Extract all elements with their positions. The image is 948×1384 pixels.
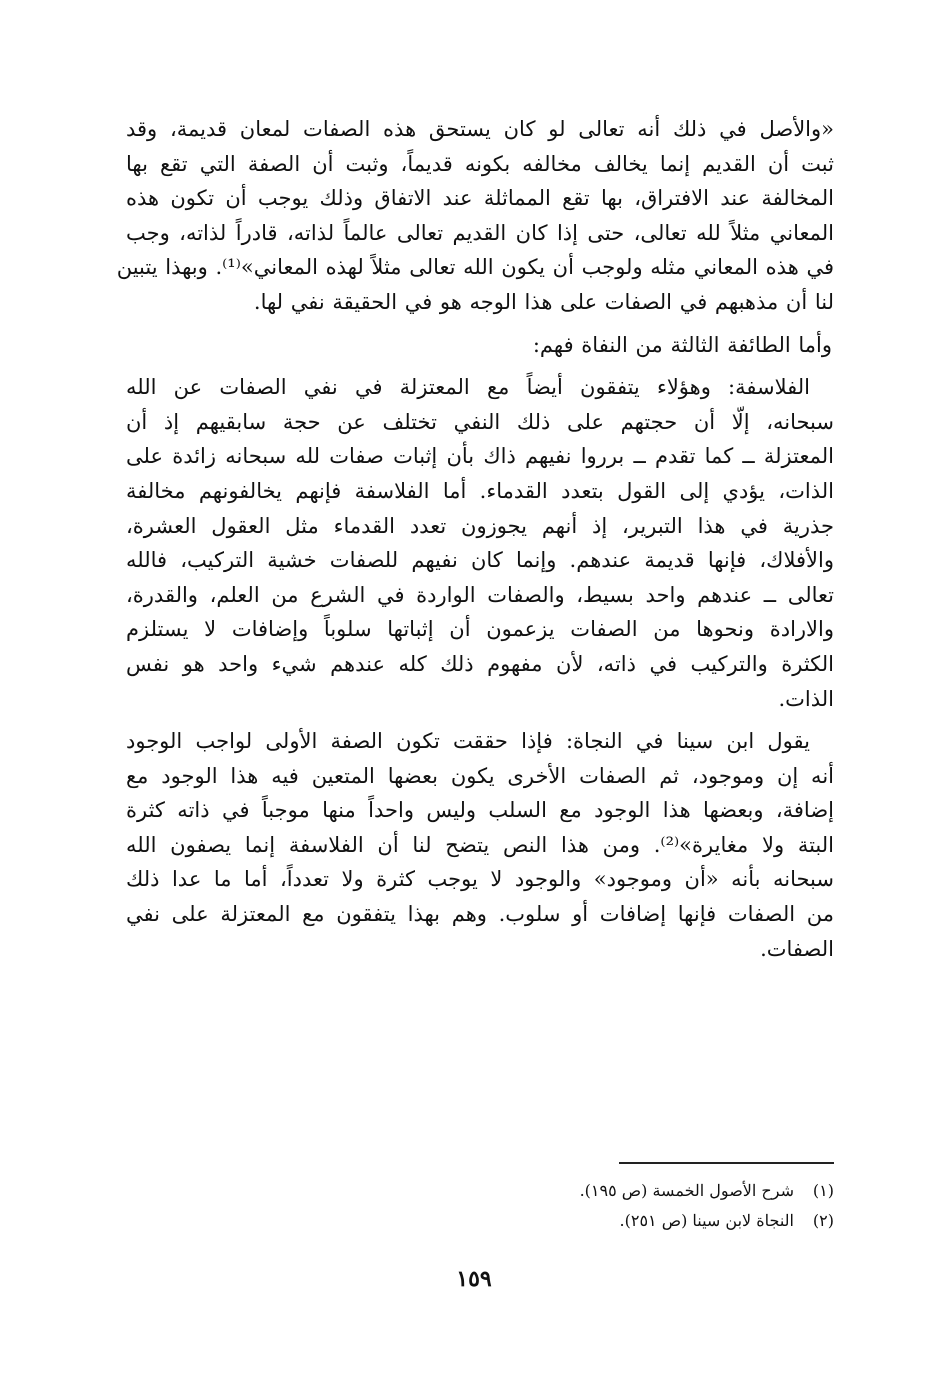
text-line: سبحانه بأنه «أن وموجود» والوجود لا يوجب كثرة ولا تعدداً، أما ما عدا ذلك: [126, 867, 834, 892]
text-line: إضافة، وبعضها هذا الوجود مع السلب وليس واحداً منها موجباً في ذاته كثرة: [126, 798, 834, 823]
text-line: المعتزلة ــ كما تقدم ــ برروا نفيهم ذاك بأن إثبات صفات لله سبحانه زائدة على: [126, 444, 834, 469]
text-line: لنا أن مذهبهم في الصفات على هذا الوجه هو في الحقيقة نفي لها.: [253, 289, 834, 314]
text-line: أنه إن وموجود، ثم الصفات الأخرى يكون بعضها المتعين فيه هذا الوجود مع: [126, 763, 834, 788]
footnote-number: (٢): [812, 1211, 834, 1230]
text-line: وأما الطائفة الثالثة من النفاة فهم:: [532, 332, 832, 357]
footnote-divider: [619, 1162, 834, 1164]
footnote-item: [434, 1176, 834, 1206]
text-line: سبحانه، إلّا أن حجتهم على ذلك النفي تختلف عن حجة سابقيهم إذ أن: [126, 409, 834, 434]
text-line: الكثرة والتركيب في ذاته، لأن مفهوم ذلك كله عندهم شيء واحد هو نفس: [126, 651, 834, 676]
text-line: الذات، يؤدي إلى القول بتعدد القدماء. أما الفلاسفة فإنهم يخالفونهم مخالفة: [126, 478, 834, 503]
section-heading: [126, 328, 834, 363]
footnotes: [434, 1176, 834, 1236]
page-body: [116, 112, 834, 966]
paragraph-1: [116, 112, 834, 320]
text-line: الفلاسفة: وهؤلاء يتفقون أيضاً مع المعتزلة في نفي الصفات عن الله: [126, 375, 810, 400]
text-line: المعاني مثلاً لله تعالى، حتى إذا كان القديم تعالى عالماً لذاته، قادراً لذاته، وجب: [126, 220, 834, 245]
text-line: من الصفات فإنها إضافات أو سلوب. وهم بهذا يتفقون مع المعتزلة على نفي: [126, 902, 834, 927]
paragraph-3: [126, 724, 834, 966]
page-number: ١٥٩: [456, 1266, 492, 1292]
text-line: يقول ابن سينا في النجاة: فإذا حققت تكون الصفة الأولى لواجب الوجود: [126, 729, 810, 754]
paragraph-2: [126, 370, 834, 716]
text-line: الذات.: [778, 686, 834, 711]
footnote-text: شرح الأصول الخمسة (ص ١٩٥).: [579, 1181, 794, 1200]
text-line: البتة ولا مغايرة»⁽²⁾. ومن هذا النص يتضح لنا أن الفلاسفة إنما يصفون الله: [126, 832, 834, 857]
text-line: ثبت أن القديم إنما يخالف مخالفه بكونه قديماً، وثبت أن الصفة التي تقع بها: [126, 151, 834, 176]
text-line: «والأصل في ذلك أنه تعالى لو كان يستحق هذه الصفات لمعان قديمة، وقد: [126, 117, 834, 141]
footnote-number: (١): [812, 1181, 834, 1200]
text-line: جذرية في هذا التبرير، إذ أنهم يجوزون تعدد القدماء مثل العقول العشرة،: [126, 513, 834, 538]
footnote-text: النجاة لابن سينا (ص ٢٥١).: [619, 1211, 794, 1230]
text-line: والأفلاك، فإنها قديمة عندهم. وإنما كان نفيهم للصفات خشية التركيب، فالله: [126, 548, 834, 573]
text-line: المخالفة عند الافتراق، بها تقع المماثلة عند الاتفاق وذلك يوجب أن تكون هذه: [126, 186, 834, 211]
text-line: والارادة ونحوها من الصفات يزعمون أن إثباتها سلوباً وإضافات لا يستلزم: [126, 617, 834, 642]
text-line: الصفات.: [760, 936, 834, 961]
text-line: تعالى ــ عندهم واحد بسيط، والصفات الواردة في الشرع من العلم، والقدرة،: [126, 582, 834, 607]
footnote-item: [434, 1206, 834, 1236]
text-line: في هذه المعاني مثله ولوجب أن يكون الله تعالى مثلاً لهذه المعاني»⁽¹⁾. وبهذا يتبين: [116, 255, 834, 280]
